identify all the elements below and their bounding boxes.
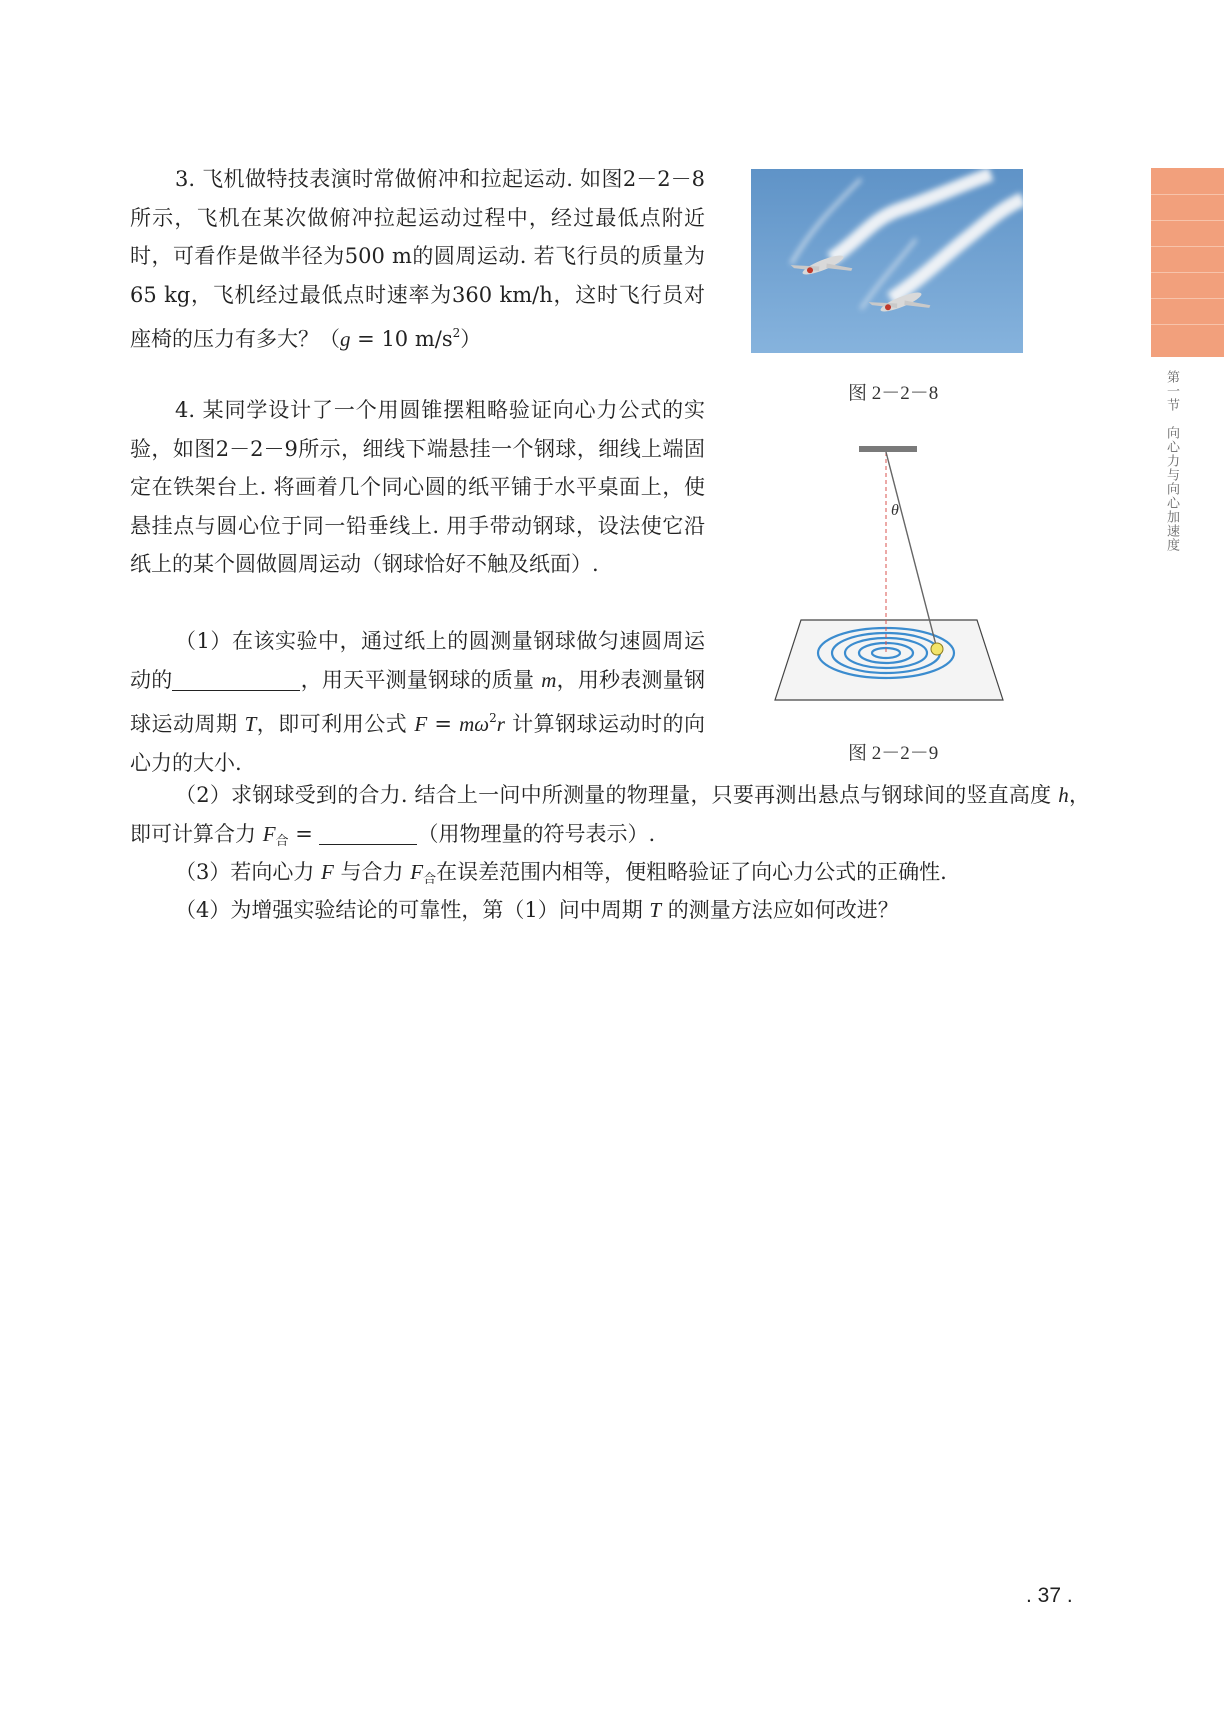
var-h: h bbox=[1058, 783, 1069, 807]
p1-text-c: ，用秒表测量钢球运动周期 bbox=[130, 667, 705, 736]
p1-text-b: ，用天平测量钢球的质量 bbox=[300, 667, 542, 692]
section-title-vertical: 第一节 向心力与向心加速度 bbox=[1164, 370, 1179, 552]
p4-text-a: （4）为增强实验结论的可靠性，第（1）问中周期 bbox=[175, 898, 650, 922]
chapter-side-tab bbox=[1151, 168, 1224, 357]
part-1 bbox=[130, 622, 705, 782]
var-F-net-2: F bbox=[410, 860, 424, 884]
p1-text-e: 计算钢球运动时的向心力的大小. bbox=[130, 712, 705, 775]
var-F-centripetal: F bbox=[321, 860, 334, 884]
q3-text: 3. 飞机做特技表演时常做俯冲和拉起运动. 如图2－2－8所示，飞机在某次做俯冲拉起运动过程中，经过最低点附近时，可看作是做半径为500 m的圆周运动. 若飞行员的质量为65 kg，飞机经过最低点时速率为360 km/h，这时飞行员对座椅的压力有多大？（ bbox=[130, 167, 705, 351]
var-m: m bbox=[541, 667, 557, 692]
answer-blank-2[interactable] bbox=[319, 820, 417, 845]
p3-text-c: 在误差范围内相等，便粗略验证了向心力公式的正确性. bbox=[436, 860, 947, 884]
q3-superscript: 2 bbox=[452, 326, 461, 340]
q3-text-units: = 10 m/s bbox=[350, 327, 453, 351]
p1-text-d: ，即可利用公式 bbox=[256, 712, 415, 736]
p1-equals: = bbox=[427, 712, 460, 736]
q3-text-end: ） bbox=[460, 327, 482, 351]
p2-text-c: （用物理量的符号表示）. bbox=[417, 821, 656, 846]
var-r: r bbox=[496, 712, 505, 736]
var-F-net: F bbox=[262, 821, 276, 846]
var-T-2: T bbox=[649, 898, 662, 922]
figure-2-2-9-caption: 图 2－2－9 bbox=[848, 743, 939, 764]
steel-ball bbox=[931, 643, 943, 655]
question-3 bbox=[130, 160, 705, 359]
p1-text-a: （1）在该实验中，通过纸上的圆测量钢球做匀速圆周运动的 bbox=[130, 629, 705, 692]
airshow-photo-svg bbox=[751, 169, 1023, 353]
question-4 bbox=[130, 391, 705, 584]
p2-subscript: 合 bbox=[275, 833, 289, 849]
figure-2-2-8-caption: 图 2－2－8 bbox=[848, 383, 939, 404]
var-g: g bbox=[340, 327, 351, 351]
var-T: T bbox=[244, 712, 257, 736]
support-bar bbox=[859, 446, 917, 452]
p2-equals: = bbox=[288, 821, 320, 846]
p3-text-b: 与合力 bbox=[333, 860, 411, 884]
airshow-photo bbox=[751, 169, 1023, 353]
part-2 bbox=[130, 776, 1090, 861]
part-4 bbox=[130, 891, 1090, 930]
var-m-omega: mω bbox=[459, 712, 490, 736]
var-F: F bbox=[414, 712, 428, 736]
p3-text-a: （3）若向心力 bbox=[175, 860, 322, 884]
q4-text: 4. 某同学设计了一个用圆锥摆粗略验证向心力公式的实验，如图2－2－9所示，细线下端悬挂一个钢球，细线上端固定在铁架台上. 将画着几个同心圆的纸平铺于水平桌面上，使悬挂点与圆心位于同一铅垂线上. 用手带动钢球，设法使它沿纸上的某个圆做圆周运动（钢球恰好不触及纸面）. bbox=[130, 398, 705, 576]
p4-text-b: 的测量方法应如何改进？ bbox=[661, 898, 899, 922]
conical-pendulum-diagram bbox=[765, 430, 1015, 706]
p3-subscript: 合 bbox=[423, 872, 437, 887]
p2-text-b: ，即可计算合力 bbox=[130, 783, 1090, 846]
page-number: . 37 . bbox=[1026, 1584, 1073, 1607]
answer-blank-1[interactable] bbox=[172, 666, 300, 691]
conical-pendulum-svg bbox=[765, 430, 1015, 706]
p2-text-a: （2）求钢球受到的合力. 结合上一问中所测量的物理量，只要再测出悬点与钢球间的竖直高度 bbox=[175, 783, 1059, 807]
p1-superscript: 2 bbox=[489, 711, 497, 725]
theta-label: θ bbox=[891, 502, 899, 519]
